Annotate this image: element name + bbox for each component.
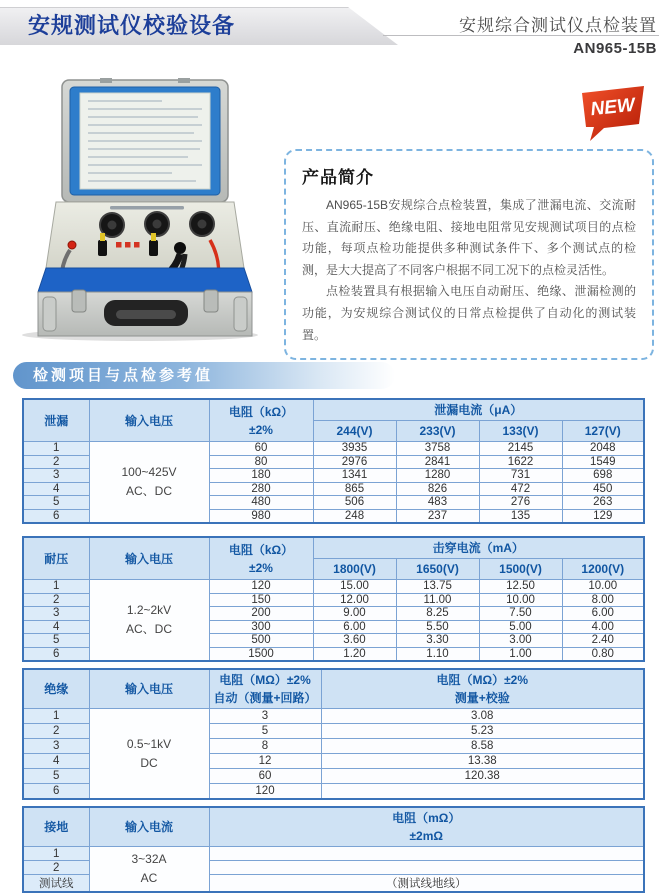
value-cell: 10.00 [479,593,562,607]
table-withstand [22,536,645,662]
voltage-header: 1800(V) [313,559,396,580]
value-cell: 731 [479,469,562,483]
input-range-cell: 3~32A AC [89,847,209,893]
intro-title: 产品简介 [302,168,374,187]
value-cell: 3 [209,709,321,724]
latch-icon [72,290,86,312]
value-cell: 13.38 [321,754,644,769]
value-cell: 15.00 [313,580,396,594]
span-header: 泄漏电流（μA） [313,399,644,421]
value-cell: 500 [209,634,313,648]
led-indicator-icon [125,242,131,248]
value-cell: 3935 [313,442,396,456]
row-number-cell: 5 [23,634,89,648]
value-cell: 472 [479,482,562,496]
lid-hinge-icon [100,78,112,83]
corner-header: 耐压 [23,537,89,580]
value-cell: 129 [562,509,644,523]
value-cell: 2145 [479,442,562,456]
value-cell: 8.58 [321,739,644,754]
value-cell: 248 [313,509,396,523]
input-range-cell: 0.5~1kV DC [89,709,209,800]
value-cell: 450 [562,482,644,496]
row-number-cell: 1 [23,709,89,724]
row-number-cell: 6 [23,509,89,523]
case-lining [38,268,252,292]
led-indicator-icon [68,241,76,249]
value-cell: 1341 [313,469,396,483]
value-cell: 1.20 [313,647,396,661]
value-cell: 1.10 [396,647,479,661]
row-number-cell: 2 [23,593,89,607]
led-indicator-icon [116,242,122,248]
measure-header: 电阻（MΩ）±2% 测量+校验 [321,669,644,709]
value-cell: 865 [313,482,396,496]
value-cell [321,784,644,800]
value-cell: 200 [209,607,313,621]
value-cell: 10.00 [562,580,644,594]
value-cell: 13.75 [396,580,479,594]
value-cell: 2.40 [562,634,644,648]
badge-text: NEW [589,94,636,121]
input-header: 输入电流 [89,807,209,847]
value-cell: 280 [209,482,313,496]
value-cell: 2841 [396,455,479,469]
knob-icon [145,212,169,236]
value-cell: 1622 [479,455,562,469]
page-subtitle: 安规综合测试仪点检装置 [459,16,657,35]
value-cell: 12 [209,754,321,769]
value-cell: 11.00 [396,593,479,607]
value-cell: 237 [396,509,479,523]
value-cell: 6.00 [313,620,396,634]
value-cell: 3.08 [321,709,644,724]
value-cell: 1549 [562,455,644,469]
value-cell: 483 [396,496,479,510]
value-cell: 1500 [209,647,313,661]
intro-paragraph-1: AN965-15B安规综合点检装置，集成了泄漏电流、交流耐压、直流耐压、绝缘电阻、接地电阻常见安规测试项目的点检功能，每项点检功能提供多种测试条件下、多个测试点的检测，是大大提高了不同客户根据不同工况下的点检灵活性。 [302,198,636,277]
value-cell: 300 [209,620,313,634]
value-cell: 60 [209,442,313,456]
row-number-cell: 5 [23,496,89,510]
value-cell: 5.50 [396,620,479,634]
value-cell: 12.50 [479,580,562,594]
voltage-header: 1200(V) [562,559,644,580]
row-number-cell: 6 [23,784,89,800]
value-cell: 120.38 [321,769,644,784]
value-cell: 60 [209,769,321,784]
value-cell: 3758 [396,442,479,456]
control-panel [46,202,244,268]
value-cell: 8.00 [562,593,644,607]
value-cell: 698 [562,469,644,483]
value-cell: 480 [209,496,313,510]
value-cell: 5 [209,724,321,739]
section-title-pill: 检测项目与点检参考值 [13,362,395,389]
panel-label [110,206,184,210]
row-number-cell: 4 [23,620,89,634]
input-header: 输入电压 [89,399,209,442]
spec-table-insulation [22,668,643,800]
value-cell: 3.30 [396,634,479,648]
value-cell: 2976 [313,455,396,469]
value-cell: 0.80 [562,647,644,661]
resistance-header: 电阻（mΩ） ±2mΩ [209,807,644,847]
knob-icon [190,212,214,236]
intro-paragraph-2: 点检装置具有根据输入电压自动耐压、绝缘、泄漏检测的功能，为安规综合测试仪的日常点检提供了自动化的测试装置。 [302,284,636,342]
voltage-header: 133(V) [479,421,562,442]
new-badge [576,83,648,145]
spec-table-leakage [22,398,643,524]
case-corner [43,297,56,331]
voltage-header: 233(V) [396,421,479,442]
product-photo [12,78,264,342]
led-indicator-icon [134,242,140,248]
value-cell [209,861,644,875]
row-number-cell: 6 [23,647,89,661]
latch-icon [204,290,218,312]
row-number-cell: 4 [23,482,89,496]
value-cell: 506 [313,496,396,510]
value-cell: 826 [396,482,479,496]
value-cell: 12.00 [313,593,396,607]
input-header: 输入电压 [89,537,209,580]
value-cell: 8.25 [396,607,479,621]
value-cell: 80 [209,455,313,469]
span-header: 击穿电流（mA） [313,537,644,559]
table-row [23,442,644,456]
input-range-cell: 1.2~2kV AC、DC [89,580,209,662]
row-number-cell: 3 [23,607,89,621]
row-number-cell: 3 [23,739,89,754]
voltage-header: 1650(V) [396,559,479,580]
value-cell: 135 [479,509,562,523]
row-number-cell: 1 [23,847,89,861]
row-number-cell: 1 [23,580,89,594]
table-row [23,709,644,724]
value-cell: 263 [562,496,644,510]
row-number-cell: 2 [23,724,89,739]
value-cell: 4.00 [562,620,644,634]
handle-grip [116,310,176,319]
row-number-cell: 3 [23,469,89,483]
value-cell: 8 [209,739,321,754]
value-cell: 1280 [396,469,479,483]
resistance-header: 电阻（kΩ） ±2% [209,399,313,442]
value-cell: 9.00 [313,607,396,621]
value-cell: 120 [209,580,313,594]
value-cell: 6.00 [562,607,644,621]
case-corner [234,297,247,331]
row-number-cell: 2 [23,861,89,875]
value-cell: 980 [209,509,313,523]
value-cell: 180 [209,469,313,483]
value-cell: 5.23 [321,724,644,739]
value-cell: 3.60 [313,634,396,648]
corner-header: 绝缘 [23,669,89,709]
resistance-header: 电阻（kΩ） ±2% [209,537,313,580]
voltage-header: 1500(V) [479,559,562,580]
value-cell: 150 [209,593,313,607]
value-cell: 1.00 [479,647,562,661]
value-cell: 3.00 [479,634,562,648]
value-cell [209,847,644,861]
corner-header: 接地 [23,807,89,847]
voltage-header: 244(V) [313,421,396,442]
row-number-cell: 2 [23,455,89,469]
table-insulation [22,668,645,800]
input-header: 输入电压 [89,669,209,709]
table-row [23,580,644,594]
input-range-cell: 100~425V AC、DC [89,442,209,524]
table-leakage [22,398,645,524]
row-number-cell: 1 [23,442,89,456]
value-cell: 276 [479,496,562,510]
value-cell: （测试线地线） [209,875,644,893]
spec-table-withstand [22,536,643,662]
value-cell: 7.50 [479,607,562,621]
value-cell: 2048 [562,442,644,456]
model-number: AN965-15B [573,40,657,57]
value-cell: 5.00 [479,620,562,634]
resistance-header: 电阻（MΩ）±2% 自动（测量+回路） [209,669,321,709]
voltage-header: 127(V) [562,421,644,442]
row-number-cell: 5 [23,769,89,784]
row-number-cell: 测试线 [23,875,89,893]
corner-header: 泄漏 [23,399,89,442]
plug-icon [174,242,186,254]
row-number-cell: 4 [23,754,89,769]
lid-hinge-icon [178,78,190,83]
product-intro-box [284,149,654,360]
table-row [23,847,644,861]
header-divider [383,35,659,36]
page-title: 安规测试仪校验设备 [28,13,236,38]
value-cell: 120 [209,784,321,800]
